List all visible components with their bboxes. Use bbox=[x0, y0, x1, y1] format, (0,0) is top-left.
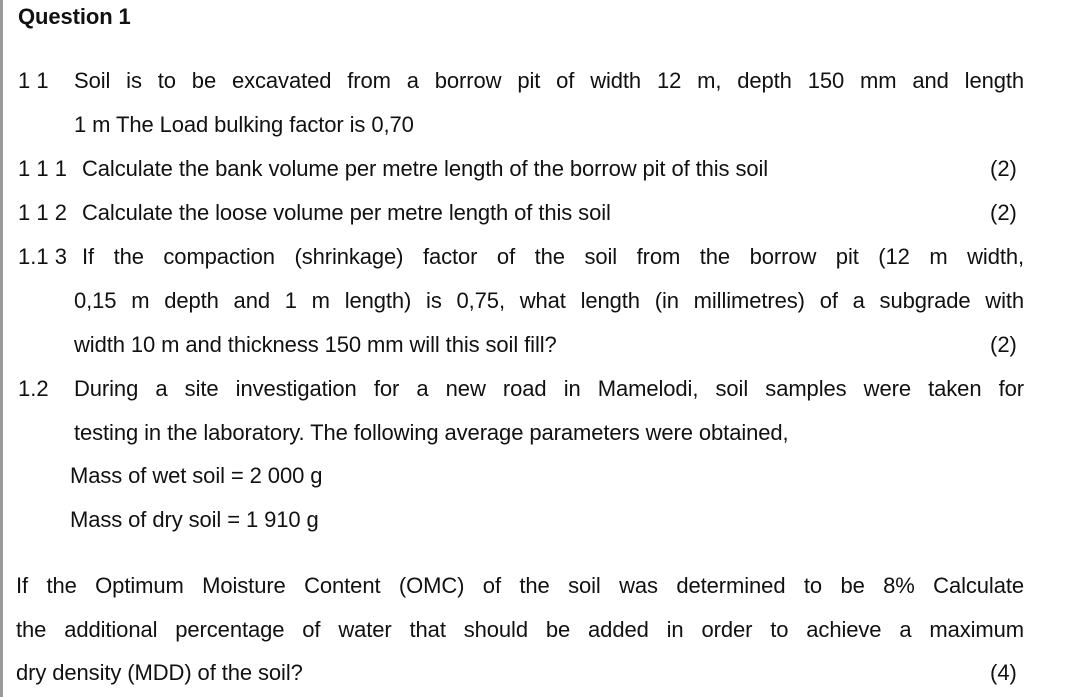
question-1-2-line-1: During a site investigation for a new road in Mamelodi, soil samples were taken for bbox=[74, 376, 1024, 401]
question-1-1-1-text: Calculate the bank volume per metre length of the borrow pit of this soil bbox=[82, 156, 769, 181]
question-number-1-2: 1.2 bbox=[18, 376, 49, 401]
dry-soil-mass: Mass of dry soil = 1 910 g bbox=[70, 507, 319, 532]
question-number-1-1-2: 1 1 2 bbox=[18, 200, 67, 225]
question-number-1-1-1: 1 1 1 bbox=[18, 156, 67, 181]
page-left-border bbox=[0, 0, 3, 697]
question-1-1-2-text: Calculate the loose volume per metre length of this soil bbox=[82, 200, 611, 225]
question-number-1-1-3: 1.1 3 bbox=[18, 244, 67, 269]
marks-final: (4) bbox=[990, 660, 1017, 685]
final-question-line-1: If the Optimum Moisture Content (OMC) of the soil was determined to be 8% Calculate bbox=[16, 573, 1024, 598]
question-1-2-line-2: testing in the laboratory. The following average parameters were obtained, bbox=[74, 420, 789, 445]
question-1-1-3-line-2: 0,15 m depth and 1 m length) is 0,75, what length (in millimetres) of a subgrade with bbox=[74, 288, 1024, 313]
final-question-line-3: dry density (MDD) of the soil? bbox=[16, 660, 303, 685]
question-1-1-line-1: Soil is to be excavated from a borrow pit of width 12 m, depth 150 mm and length bbox=[74, 68, 1024, 93]
marks-1-1-3: (2) bbox=[990, 332, 1017, 357]
marks-1-1-1: (2) bbox=[990, 156, 1017, 181]
question-1-1-3-line-1: If the compaction (shrinkage) factor of the soil from the borrow pit (12 m width, bbox=[82, 244, 1024, 269]
marks-1-1-2: (2) bbox=[990, 200, 1017, 225]
question-1-1-line-2: 1 m The Load bulking factor is 0,70 bbox=[74, 112, 414, 137]
question-title: Question 1 bbox=[18, 4, 131, 29]
wet-soil-mass: Mass of wet soil = 2 000 g bbox=[70, 463, 323, 488]
final-question-line-2: the additional percentage of water that should be added in order to achieve a maximum bbox=[16, 617, 1024, 642]
question-number-1-1: 1 1 bbox=[18, 68, 49, 93]
question-1-1-3-line-3: width 10 m and thickness 150 mm will this soil fill? bbox=[74, 332, 557, 357]
